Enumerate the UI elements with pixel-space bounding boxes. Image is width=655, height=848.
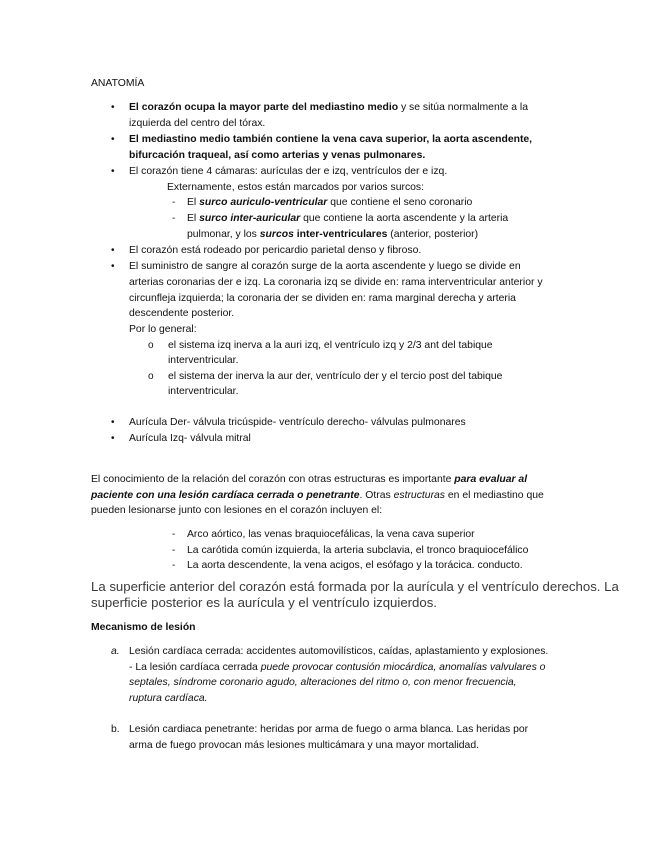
knowledge-l2-em: paciente con una lesión cardíaca cerrada o penetrante bbox=[91, 490, 360, 501]
sub2-rest: que contiene la aorta ascendente y la arteria bbox=[300, 213, 509, 224]
knowledge-line1 bbox=[91, 472, 527, 487]
mech-a-l2-pre: - La lesión cardíaca cerrada bbox=[129, 662, 261, 673]
section-title: ANATOMÍA bbox=[91, 78, 145, 89]
sub1-rest: que contiene el seno coronario bbox=[327, 197, 473, 208]
dash-marker: - bbox=[172, 197, 176, 208]
mechanism-a-line3: septales, síndrome coronario agudo, alteraciones del ritmo o, con menor frecuencia, bbox=[129, 677, 517, 688]
item5-sub1-line2: interventricular. bbox=[168, 355, 239, 366]
item3-sub1 bbox=[187, 195, 472, 210]
bullet-icon: • bbox=[111, 245, 115, 256]
sub1-pre: El bbox=[187, 197, 200, 208]
surface-line2: superficie posterior es la aurícula y el ventrículo izquierdos. bbox=[91, 595, 437, 610]
item7-line1: Aurícula Izq- válvula mitral bbox=[129, 433, 251, 444]
item4-line1: El corazón está rodeado por pericardio parietal denso y fibroso. bbox=[129, 245, 422, 256]
mechanism-b-line2: arma de fuego provocan más lesiones multicámara y una mayor mortalidad. bbox=[129, 740, 479, 751]
knowledge-l2-mid: . Otras bbox=[359, 490, 394, 501]
circle-marker: o bbox=[148, 340, 154, 351]
dash-marker: - bbox=[172, 560, 176, 571]
item5-sub2-line1: el sistema der inerva la aur der, ventrículo der y el tercio post del tabique bbox=[168, 371, 503, 382]
sub2-l2-term1: surcos bbox=[259, 229, 294, 240]
structure-item: La aorta descendente, la vena acigos, el esófago y la torácica. conducto. bbox=[187, 560, 523, 571]
structure-item: La carótida común izquierda, la arteria subclavia, el tronco braquiocefálico bbox=[187, 545, 529, 556]
list-marker-a: a. bbox=[111, 646, 120, 657]
item5-general: Por lo general: bbox=[129, 324, 197, 335]
item1-rest: y se sitúa normalmente a la bbox=[398, 102, 529, 113]
knowledge-l2-rest: en el mediastino que bbox=[445, 490, 544, 501]
item5-line3: circunfleja izquierda; la coronaria der se dividen en: rama marginal derecha y arteria bbox=[129, 293, 516, 304]
mechanism-b-line1: Lesión cardiaca penetrante: heridas por arma de fuego o arma blanca. Las heridas por bbox=[129, 724, 529, 735]
item2-line1: El mediastino medio también contiene la vena cava superior, la aorta ascendente, bbox=[129, 134, 533, 145]
bullet-icon: • bbox=[111, 433, 115, 444]
knowledge-line2 bbox=[91, 488, 544, 503]
mech-a-l2-it: puede provocar contusión miocárdica, anomalías valvulares o bbox=[260, 662, 546, 673]
knowledge-line3: pueden lesionarse junto con lesiones en el corazón incluyen el: bbox=[91, 505, 383, 516]
item5-line2: arterias coronarias der e izq. La coronaria izq se divide en: rama interventricular anterior y bbox=[129, 277, 543, 288]
bullet-icon: • bbox=[111, 261, 115, 272]
bullet-icon: • bbox=[111, 134, 115, 145]
item1-bold: El corazón ocupa la mayor parte del mediastino medio bbox=[129, 102, 399, 113]
knowledge-l1-pre: El conocimiento de la relación del corazón con otras estructuras es importante bbox=[91, 474, 455, 485]
item5-sub1-line1: el sistema izq inerva a la auri izq, el ventrículo izq y 2/3 ant del tabique bbox=[168, 340, 493, 351]
list-marker-b: b. bbox=[111, 724, 120, 735]
sub2-pre: El bbox=[187, 213, 200, 224]
sub2-l2-term2: inter-ventriculares bbox=[293, 229, 388, 240]
item2-line2: bifurcación traqueal, así como arterias y venas pulmonares. bbox=[129, 150, 426, 161]
mechanism-a-line4: ruptura cardíaca. bbox=[129, 693, 208, 704]
item3-sub2-line1 bbox=[187, 211, 508, 226]
item5-sub2-line2: interventricular. bbox=[168, 386, 239, 397]
sub1-term: surco auriculo-ventricular bbox=[199, 197, 328, 208]
item3-sub2-line2 bbox=[187, 227, 478, 242]
bullet-icon: • bbox=[111, 102, 115, 113]
item5-line4: descendente posterior. bbox=[129, 308, 235, 319]
mechanism-a-line1: Lesión cardíaca cerrada: accidentes automovilísticos, caídas, aplastamiento y explosiones. bbox=[129, 646, 549, 657]
item1-line1 bbox=[129, 100, 528, 115]
sub2-term: surco inter-auricular bbox=[199, 213, 301, 224]
dash-marker: - bbox=[172, 545, 176, 556]
sub2-l2-pre: pulmonar, y los bbox=[187, 229, 260, 240]
sub2-l2-rest: (anterior, posterior) bbox=[387, 229, 479, 240]
mechanism-heading: Mecanismo de lesión bbox=[91, 622, 196, 633]
item5-line1: El suministro de sangre al corazón surge de la aorta ascendente y luego se divide en bbox=[129, 261, 521, 272]
surface-line1: La superficie anterior del corazón está formada por la aurícula y el ventrículo derechos. La bbox=[91, 579, 619, 594]
knowledge-l1-em: para evaluar al bbox=[454, 474, 528, 485]
bullet-icon: • bbox=[111, 166, 115, 177]
item6-line1: Aurícula Der- válvula tricúspide- ventrículo derecho- válvulas pulmonares bbox=[129, 417, 466, 428]
item1-line2: izquierda del centro del tórax. bbox=[129, 118, 266, 129]
knowledge-l2-it: estructuras bbox=[393, 490, 446, 501]
dash-marker: - bbox=[172, 213, 176, 224]
item3-sub-intro: Externamente, estos están marcados por varios surcos: bbox=[167, 182, 424, 193]
structure-item: Arco aórtico, las venas braquiocefálicas, la vena cava superior bbox=[187, 529, 475, 540]
mechanism-a-line2 bbox=[129, 660, 545, 675]
bullet-icon: • bbox=[111, 417, 115, 428]
dash-marker: - bbox=[172, 529, 176, 540]
item3-line1: El corazón tiene 4 cámaras: aurículas der e izq, ventrículos der e izq. bbox=[129, 166, 448, 177]
circle-marker: o bbox=[148, 371, 154, 382]
